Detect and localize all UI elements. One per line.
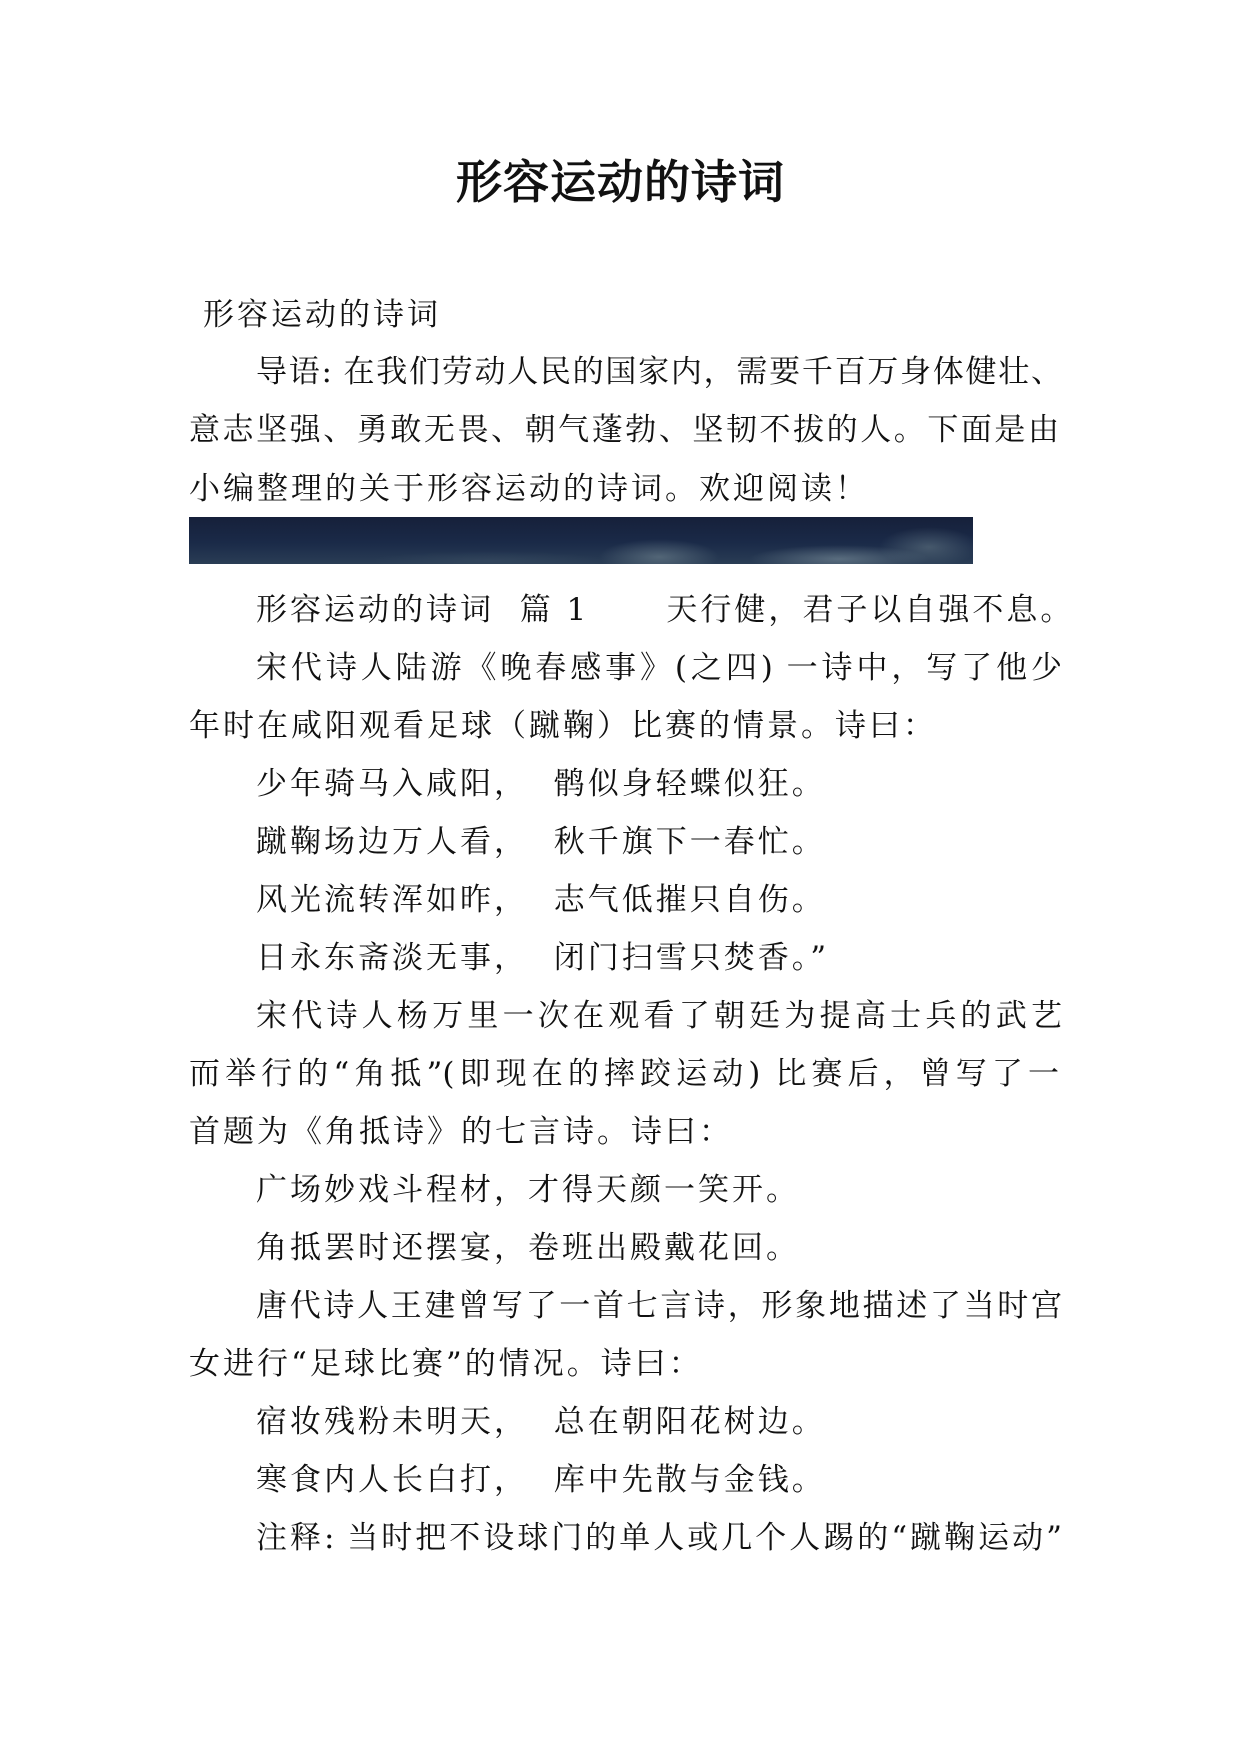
- poem-line: 风光流转浑如昨， 志气低摧只自伤。: [256, 882, 826, 918]
- body-line: 唐代诗人王建曾写了一首七言诗，形象地描述了当时宫: [256, 1288, 1062, 1324]
- subtitle: 形容运动的诗词: [203, 297, 441, 333]
- body-line: 首题为《角抵诗》的七言诗。诗曰：: [189, 1114, 733, 1150]
- poem-line: 广场妙戏斗程材，才得天颜一笑开。: [256, 1172, 800, 1208]
- body-line: 注释: 当时把不设球门的单人或几个人踢的“蹴鞠运动”: [256, 1520, 1062, 1556]
- body-line: 而举行的“角抵”(即现在的摔跤运动) 比赛后，曾写了一: [189, 1056, 1059, 1092]
- body-line: 女进行“足球比赛”的情况。诗曰：: [189, 1346, 703, 1382]
- poem-line: 蹴鞠场边万人看， 秋千旗下一春忙。: [256, 824, 826, 860]
- poem-line: 少年骑马入咸阳， 鹘似身轻蝶似狂。: [256, 766, 826, 802]
- section-heading: 形容运动的诗词 篇 1 天行健，君子以自强不息。: [256, 592, 1075, 628]
- poem-line: 日永东斋淡无事， 闭门扫雪只焚香。”: [256, 940, 830, 976]
- intro-line: 意志坚强、勇敢无畏、朝气蓬勃、坚韧不拔的人。下面是由: [189, 412, 1059, 448]
- intro-line: 小编整理的关于形容运动的诗词。欢迎阅读！: [189, 471, 869, 507]
- intro-line: 导语: 在我们劳动人民的国家内，需要千百万身体健壮、: [256, 354, 1062, 390]
- body-line: 宋代诗人陆游《晚春感事》(之四) 一诗中，写了他少: [256, 650, 1062, 686]
- poem-line: 宿妆残粉未明天， 总在朝阳花树边。: [256, 1404, 826, 1440]
- body-line: 年时在咸阳观看足球（蹴鞠）比赛的情景。诗曰：: [189, 708, 937, 744]
- poem-line: 寒食内人长白打， 库中先散与金钱。: [256, 1462, 826, 1498]
- page-title: 形容运动的诗词: [456, 155, 785, 209]
- poem-line: 角抵罢时还摆宴，卷班出殿戴花回。: [256, 1230, 800, 1266]
- body-line: 宋代诗人杨万里一次在观看了朝廷为提高士兵的武艺: [256, 998, 1062, 1034]
- banner-image: [189, 517, 973, 564]
